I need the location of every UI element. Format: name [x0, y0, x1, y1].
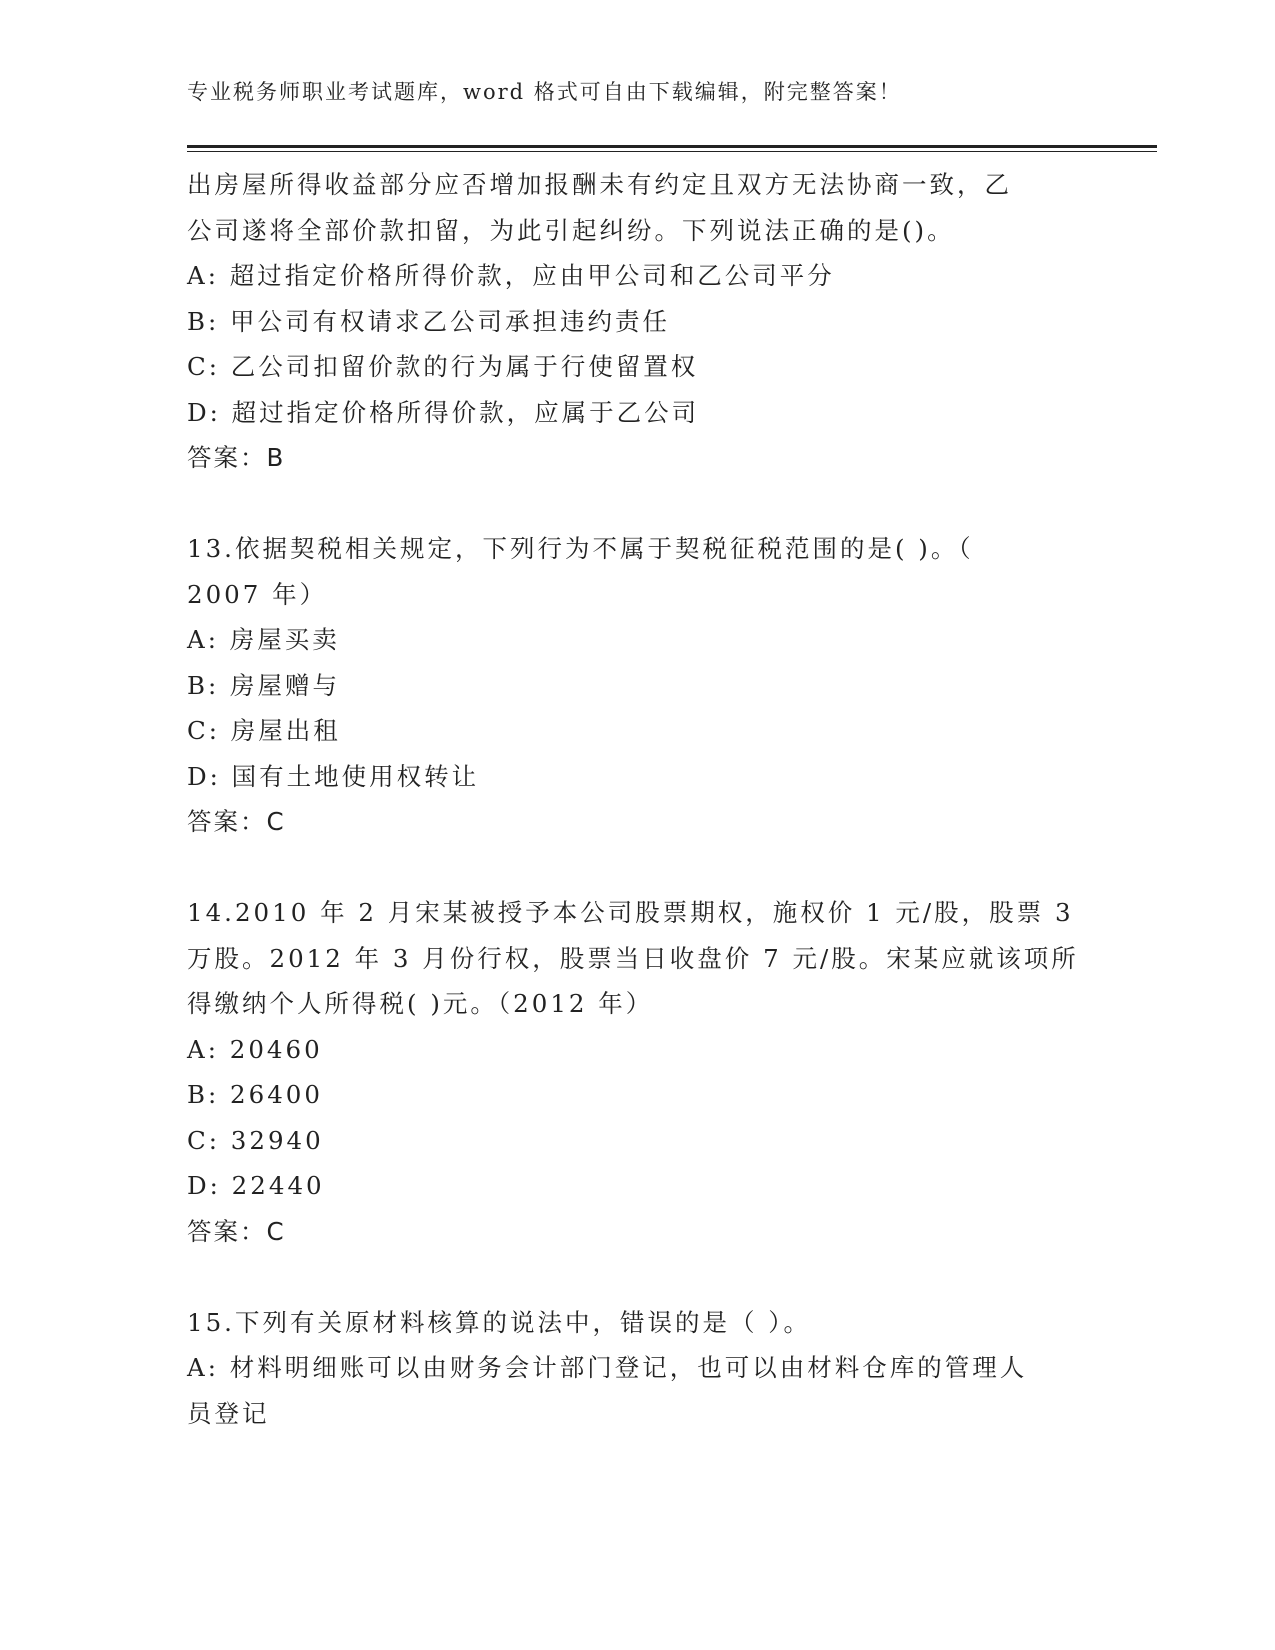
option-b: B: 26400 — [187, 1080, 323, 1109]
option-a: A: 材料明细账可以由财务会计部门登记，也可以由材料仓库的管理人 — [187, 1353, 1028, 1382]
question-stem-line: 公司遂将全部价款扣留，为此引起纠纷。下列说法正确的是()。 — [187, 215, 955, 245]
option-c: C: 乙公司扣留价款的行为属于行使留置权 — [187, 352, 699, 381]
question-stem-line: 万股。2012 年 3 月份行权，股票当日收盘价 7 元/股。宋某应就该项所 — [187, 943, 1079, 973]
spacer — [187, 1254, 1087, 1300]
answer: 答案：C — [187, 807, 286, 836]
answer: 答案：B — [187, 443, 286, 472]
option-b: B: 房屋赠与 — [187, 670, 341, 700]
question-content — [187, 162, 1087, 1436]
option-d: D: 超过指定价格所得价款，应属于乙公司 — [187, 397, 700, 427]
option-a: A: 20460 — [187, 1034, 323, 1064]
question-stem-line: 2007 年） — [187, 579, 328, 609]
question-stem-line: 得缴纳个人所得税( )元。（2012 年） — [187, 989, 654, 1018]
option-d: D: 国有土地使用权转让 — [187, 761, 480, 791]
option-d: D: 22440 — [187, 1171, 325, 1200]
question-13 — [187, 526, 1087, 845]
question-stem-line: 15.下列有关原材料核算的说法中，错误的是（ ）。 — [187, 1307, 811, 1337]
option-a: A: 超过指定价格所得价款，应由甲公司和乙公司平分 — [187, 261, 835, 290]
option-b: B: 甲公司有权请求乙公司承担违约责任 — [187, 306, 671, 336]
question-stem-line: 14.2010 年 2 月宋某被授予本公司股票期权，施权价 1 元/股，股票 3 — [187, 898, 1074, 927]
question-15 — [187, 1300, 1087, 1437]
header-rule-thick — [187, 145, 1157, 148]
answer: 答案：C — [187, 1216, 286, 1246]
header-note: 专业税务师职业考试题库，word 格式可自由下载编辑，附完整答案！ — [187, 80, 902, 104]
option-c: C: 32940 — [187, 1125, 324, 1155]
spacer — [187, 845, 1087, 891]
header-rule-thin — [187, 151, 1157, 152]
option-c: C: 房屋出租 — [187, 716, 341, 745]
option-a-continued: 员登记 — [187, 1398, 270, 1428]
question-14 — [187, 890, 1087, 1254]
question-12 — [187, 162, 1087, 481]
question-stem-line: 出房屋所得收益部分应否增加报酬未有约定且双方无法协商一致，乙 — [187, 170, 1012, 199]
question-stem-line: 13.依据契税相关规定，下列行为不属于契税征税范围的是( )。（ — [187, 534, 974, 563]
option-a: A: 房屋买卖 — [187, 625, 340, 654]
spacer — [187, 481, 1087, 527]
